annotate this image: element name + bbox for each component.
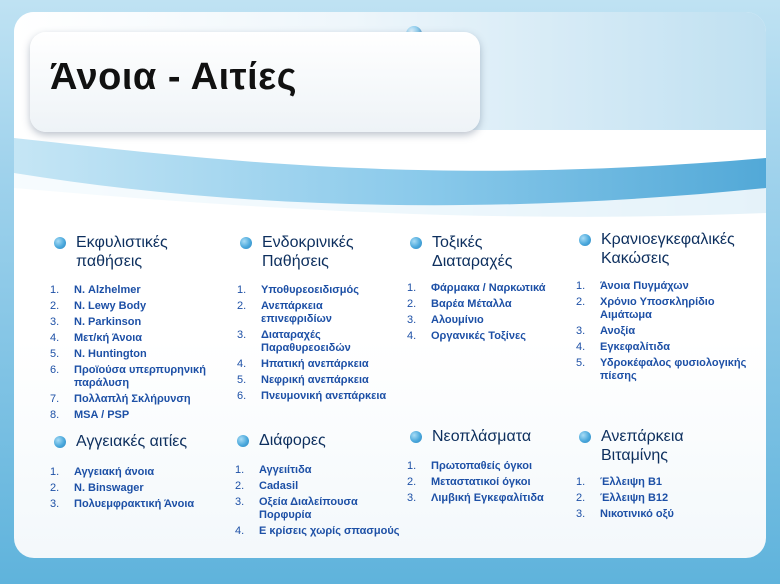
- section-heading-degenerative: [54, 233, 168, 271]
- list-vascular: [50, 466, 230, 514]
- page-title: Άνοια - Αιτίες: [50, 56, 297, 98]
- item-text: Λιμβική Εγκεφαλίτιδα: [431, 492, 544, 504]
- item-number: 1.: [50, 466, 60, 478]
- item-number: 3.: [50, 316, 60, 328]
- item-number: 2.: [576, 296, 586, 308]
- item-text: Πνευμονική ανεπάρκεια: [261, 390, 387, 402]
- list-item: [235, 480, 415, 493]
- item-number: 3.: [407, 492, 417, 504]
- section-heading-toxic: [410, 233, 512, 271]
- item-number: 4.: [235, 525, 245, 537]
- list-item: [50, 332, 230, 345]
- item-number: 2.: [235, 480, 245, 492]
- item-text: Ανοξία: [600, 325, 636, 337]
- item-text: Νικοτινικό οξύ: [600, 508, 674, 520]
- list-item: [576, 492, 756, 505]
- list-item: [576, 280, 766, 293]
- list-item: [50, 393, 230, 406]
- list-item: [407, 460, 572, 473]
- section-heading-text: Τοξικές Διαταραχές: [432, 234, 513, 270]
- section-heading-text: Διάφορες: [259, 432, 326, 449]
- item-text: Βαρέα Μέταλλα: [431, 298, 512, 310]
- item-number: 3.: [237, 329, 247, 341]
- list-item: [576, 325, 766, 338]
- section-heading-neoplasms: [410, 427, 531, 446]
- item-text: Ανεπάρκεια επινεφριδίων: [261, 300, 332, 325]
- list-item: [237, 329, 407, 355]
- item-text: Ν. Parkinson: [74, 316, 142, 328]
- item-number: 2.: [50, 482, 60, 494]
- item-number: 7.: [50, 393, 60, 405]
- list-item: [407, 282, 572, 295]
- item-number: 3.: [50, 498, 60, 510]
- item-number: 8.: [50, 409, 60, 421]
- item-text: Cadasil: [259, 480, 299, 492]
- item-number: 5.: [50, 348, 60, 360]
- list-head-injury: [576, 280, 766, 386]
- list-various: [235, 464, 415, 541]
- item-number: 4.: [50, 332, 60, 344]
- bullet-icon: [410, 431, 422, 443]
- item-number: 4.: [576, 341, 586, 353]
- item-number: 1.: [576, 280, 586, 292]
- item-number: 1.: [407, 460, 417, 472]
- bullet-icon: [237, 435, 249, 447]
- item-number: 6.: [50, 364, 60, 376]
- section-heading-text: Εκφυλιστικές παθήσεις: [76, 234, 168, 270]
- list-item: [50, 466, 230, 479]
- item-text: Ηπατική ανεπάρκεια: [261, 358, 369, 370]
- item-text: Αγγειακή άνοια: [74, 466, 155, 478]
- item-text: Ν. Binswager: [74, 482, 144, 494]
- section-heading-text: Νεοπλάσματα: [432, 428, 532, 445]
- item-number: 3.: [407, 314, 417, 326]
- section-heading-text: Αγγειακές αιτίες: [76, 433, 188, 450]
- list-item: [407, 314, 572, 327]
- list-degenerative: [50, 284, 230, 425]
- list-item: [50, 284, 230, 297]
- item-text: Αγγειίτιδα: [259, 464, 312, 476]
- item-text: Ν. Lewy Body: [74, 300, 147, 312]
- list-item: [50, 348, 230, 361]
- item-text: Οξεία Διαλείπουσα Πορφυρία: [259, 496, 358, 521]
- item-text: Άνοια Πυγμάχων: [600, 280, 689, 292]
- list-neoplasms: [407, 460, 572, 508]
- list-item: [50, 364, 230, 390]
- list-item: [407, 330, 572, 343]
- section-heading-endocrine: [240, 233, 354, 271]
- item-text: Διαταραχές Παραθυρεοειδών: [261, 329, 351, 354]
- list-item: [576, 357, 766, 383]
- item-text: Πολλαπλή Σκλήρυνση: [74, 393, 191, 405]
- list-item: [407, 492, 572, 505]
- list-item: [576, 341, 766, 354]
- item-text: Έλλειψη Β1: [600, 476, 663, 488]
- item-text: Ν. Alzhelmer: [74, 284, 141, 296]
- bullet-icon: [240, 237, 252, 249]
- item-text: Υδροκέφαλος φυσιολογικής πίεσης: [600, 357, 747, 382]
- item-text: Οργανικές Τοξίνες: [431, 330, 526, 342]
- bullet-icon: [579, 234, 591, 246]
- item-number: 5.: [237, 374, 247, 386]
- item-text: Μετ/κή Άνοια: [74, 332, 143, 344]
- list-item: [235, 464, 415, 477]
- item-number: 2.: [237, 300, 247, 312]
- section-heading-text: Ενδοκρινικές Παθήσεις: [262, 234, 354, 270]
- item-number: 2.: [50, 300, 60, 312]
- item-number: 4.: [407, 330, 417, 342]
- item-number: 2.: [576, 492, 586, 504]
- item-number: 3.: [576, 325, 586, 337]
- section-heading-text: Κρανιοεγκεφαλικές Κακώσεις: [601, 231, 735, 267]
- list-item: [50, 498, 230, 511]
- list-item: [235, 496, 415, 522]
- item-number: 1.: [235, 464, 245, 476]
- list-item: [576, 508, 756, 521]
- item-text: Έλλειψη Β12: [600, 492, 669, 504]
- list-item: [237, 284, 407, 297]
- item-number: 3.: [576, 508, 586, 520]
- item-number: 3.: [235, 496, 245, 508]
- item-text: Νεφρική ανεπάρκεια: [261, 374, 369, 386]
- item-number: 1.: [50, 284, 60, 296]
- item-number: 5.: [576, 357, 586, 369]
- list-item: [407, 298, 572, 311]
- list-item: [50, 300, 230, 313]
- item-number: 1.: [407, 282, 417, 294]
- list-toxic: [407, 282, 572, 346]
- list-item: [50, 316, 230, 329]
- bullet-icon: [579, 431, 591, 443]
- list-endocrine: [237, 284, 407, 406]
- section-heading-various: [237, 431, 326, 450]
- item-text: Μεταστατικοί όγκοι: [431, 476, 531, 488]
- list-item: [237, 358, 407, 371]
- list-item: [50, 409, 230, 422]
- list-vitamin-deficiency: [576, 476, 756, 524]
- list-item: [407, 476, 572, 489]
- list-item: [50, 482, 230, 495]
- section-heading-text: Ανεπάρκεια Βιταμίνης: [601, 428, 684, 464]
- list-item: [235, 525, 415, 538]
- item-text: Χρόνιο Υποσκληρίδιο Αιμάτωμα: [600, 296, 715, 321]
- list-item: [237, 390, 407, 403]
- list-item: [237, 300, 407, 326]
- list-item: [237, 374, 407, 387]
- item-text: Πρωτοπαθείς όγκοι: [431, 460, 533, 472]
- item-text: Πολυεμφρακτική Άνοια: [74, 498, 195, 510]
- item-text: Προϊούσα υπερπυρηνική παράλυση: [74, 364, 206, 389]
- item-number: 2.: [407, 298, 417, 310]
- bullet-icon: [54, 237, 66, 249]
- item-text: Ν. Huntington: [74, 348, 147, 360]
- item-text: Φάρμακα / Ναρκωτικά: [431, 282, 546, 294]
- item-number: 6.: [237, 390, 247, 402]
- item-number: 1.: [576, 476, 586, 488]
- decorative-wave: [0, 118, 780, 238]
- section-heading-head-injury: [579, 230, 735, 268]
- list-item: [576, 476, 756, 489]
- section-heading-vitamin-deficiency: [579, 427, 684, 465]
- item-text: Υποθυρεοειδισμός: [261, 284, 359, 296]
- bullet-icon: [54, 436, 66, 448]
- item-text: Ε κρίσεις χωρίς σπασμούς: [259, 525, 400, 537]
- item-text: Αλουμίνιο: [431, 314, 484, 326]
- item-number: 2.: [407, 476, 417, 488]
- item-text: Εγκεφαλίτιδα: [600, 341, 671, 353]
- bullet-icon: [410, 237, 422, 249]
- list-item: [576, 296, 766, 322]
- section-heading-vascular: [54, 432, 187, 451]
- item-number: 4.: [237, 358, 247, 370]
- item-number: 1.: [237, 284, 247, 296]
- item-text: MSA / PSP: [74, 409, 130, 421]
